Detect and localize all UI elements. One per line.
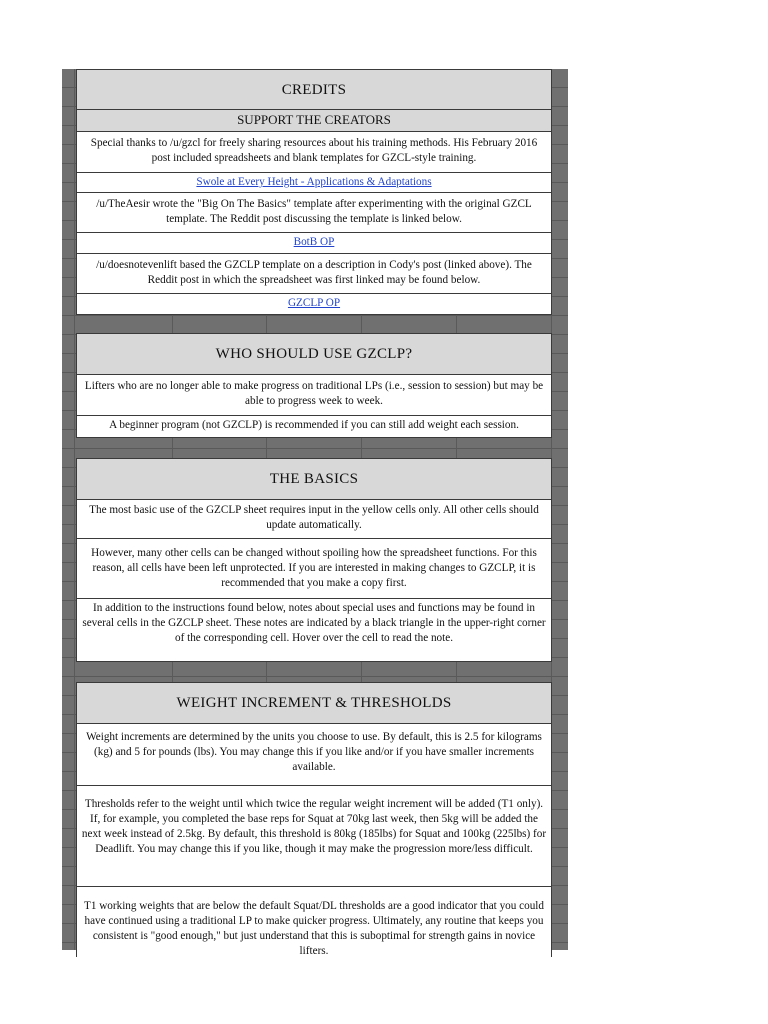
who-should-use-text-2: A beginner program (not GZCLP) is recommended if you can still add weight each session. [109,419,519,431]
credits-title: CREDITS [77,70,551,110]
t1-working-weights-text: T1 working weights that are below the default Squat/DL thresholds are a good indicator that you could have continued using a traditional LP to make quicker progress. Ultimately, any routine that keeps you consistent is "good enough," but just understand that this is suboptimal for strength gains in novice lifters. [83,900,545,957]
basics-section [76,458,552,662]
botb-link-cell [77,233,551,254]
credits-theaesir-text: /u/TheAesir wrote the "Big On The Basics" template after experimenting with the original GZCL template. The Reddit post discussing the template is linked below. [77,193,551,233]
who-should-use-section [76,333,552,438]
weight-increment-title: WEIGHT INCREMENT & THRESHOLDS [77,683,551,724]
spacer-row [76,438,552,458]
credits-doesnotevenlift-text: /u/doesnotevenlift based the GZCLP template on a description in Cody's post (linked above). The Reddit post in which the spreadsheet was first linked may be found below. [77,254,551,294]
weight-increment-text: Weight increments are determined by the units you choose to use. By default, this is 2.5 for kilograms (kg) and 5 for pounds (lbs). You may change this if you like and/or if you have smaller increments available. [77,724,551,786]
spreadsheet-page [62,69,568,957]
spacer-row [76,315,552,333]
credits-gzcl-text: Special thanks to /u/gzcl for freely sharing resources about his training methods. His February 2016 post included spreadsheets and blank templates for GZCL-style training. [77,132,551,173]
basics-title: THE BASICS [77,459,551,500]
gzclp-op-link[interactable]: GZCLP OP [287,297,341,309]
support-creators-subtitle: SUPPORT THE CREATORS [77,110,551,132]
sheet-content [76,69,552,957]
basics-text-2: However, many other cells can be changed without spoiling how the spreadsheet functions. For this reason, all cells have been left unprotected. If you are interested in making changes to GZCLP, it is recommended that you make a copy first. [77,539,551,599]
botb-op-link[interactable]: BotB OP [293,236,335,248]
basics-text-3: In addition to the instructions found below, notes about special uses and functions may be found in several cells in the GZCLP sheet. These notes are indicated by a black triangle in the upper-right corner of the corresponding cell. Hover over the cell to read the note. [82,602,546,644]
weight-increment-section [76,682,552,957]
swole-link-cell [77,173,551,193]
credits-section [76,69,552,315]
who-should-use-title: WHO SHOULD USE GZCLP? [77,334,551,375]
basics-text-1: The most basic use of the GZCLP sheet requires input in the yellow cells only. All other cells should update automatically. [77,500,551,539]
swole-at-every-height-link[interactable]: Swole at Every Height - Applications & Adaptations [196,176,432,188]
who-should-use-text-1: Lifters who are no longer able to make progress on traditional LPs (i.e., session to session) but may be able to progress week to week. [77,375,551,416]
spacer-row [76,662,552,682]
gzclp-link-cell [77,294,551,314]
thresholds-text: Thresholds refer to the weight until which twice the regular weight increment will be added (T1 only). If, for example, you completed the base reps for Squat at 70kg last week, then 5kg will be added the next week instead of 2.5kg. By default, this threshold is 80kg (185lbs) for Squat and 100kg (225lbs) for Deadlift. You may change this if you like, though it may make the progression more/less difficult. [77,786,551,887]
